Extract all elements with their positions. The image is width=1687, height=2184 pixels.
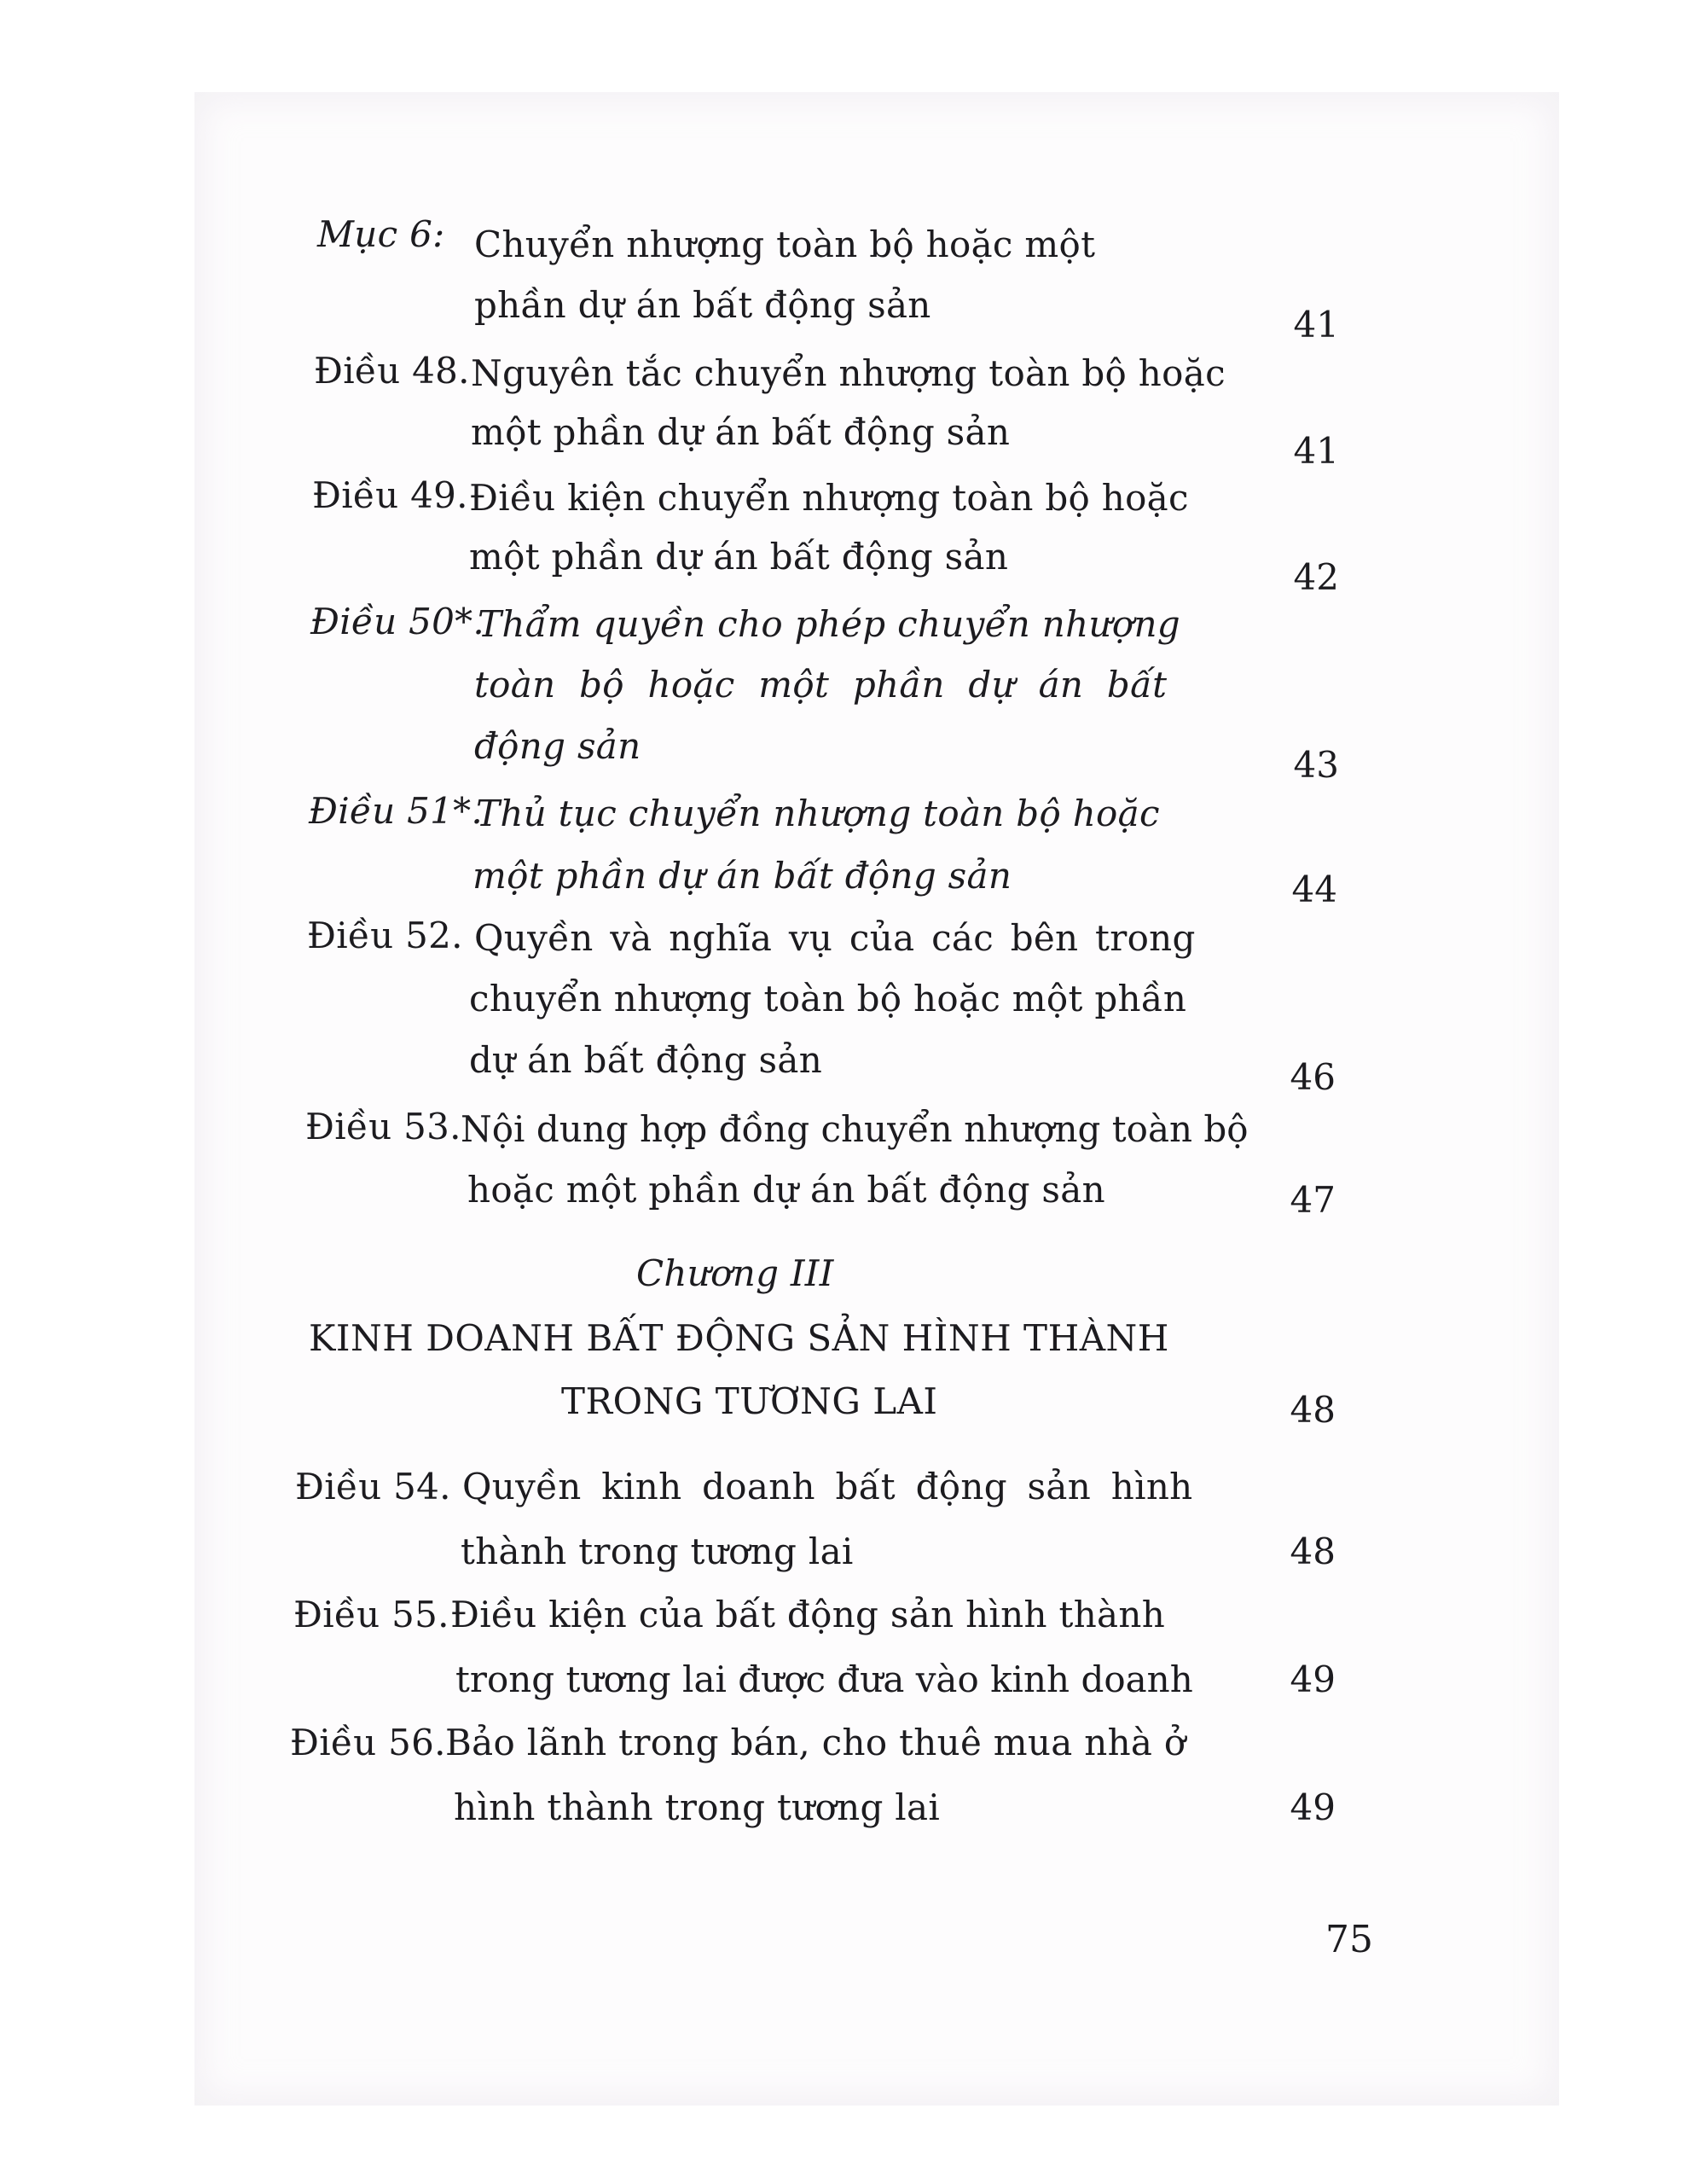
toc-section-label: Mục 6: (317, 213, 445, 255)
toc-article-label: Điều 50*. (310, 601, 485, 642)
toc-entry-title-line: Chuyển nhượng toàn bộ hoặc một (474, 224, 1096, 265)
toc-entry-title-line: Bảo lãnh trong bán, cho thuê mua nhà ở (445, 1722, 1186, 1763)
toc-entry-title-line: hoặc một phần dự án bất động sản (467, 1169, 1105, 1211)
toc-article-label: Điều 52. (307, 915, 463, 956)
chapter-title-line: TRONG TƯƠNG LAI (561, 1380, 938, 1422)
toc-entry-title-line: dự án bất động sản (469, 1039, 823, 1081)
toc-entry-title-line: Quyền và nghĩa vụ của các bên trong (474, 917, 1196, 959)
toc-entry-title-line: Điều kiện của bất động sản hình thành (450, 1594, 1166, 1635)
toc-entry-title-line: Điều kiện chuyển nhượng toàn bộ hoặc (469, 477, 1189, 519)
toc-entry-title (474, 224, 1157, 266)
toc-entry-title-line: trong tương lai được đưa vào kinh doanh (455, 1658, 1193, 1700)
toc-entry-title-line: Quyền kinh doanh bất động sản hình (462, 1466, 1193, 1507)
toc-page-number: 44 (1291, 868, 1337, 910)
toc-page-number: 48 (1290, 1389, 1336, 1431)
toc-page-number: 48 (1290, 1531, 1336, 1572)
chapter-title-line: KINH DOANH BẤT ĐỘNG SẢN HÌNH THÀNH (309, 1317, 1169, 1359)
toc-page-number: 47 (1290, 1179, 1336, 1221)
toc-page-number: 46 (1290, 1056, 1336, 1098)
toc-article-label: Điều 53. (305, 1106, 461, 1147)
toc-page-number: 42 (1293, 556, 1339, 598)
toc-entry-title-line: Nội dung hợp đồng chuyển nhượng toàn bộ (461, 1108, 1249, 1150)
toc-page-number: 43 (1293, 744, 1339, 786)
toc-article-label: Điều 56. (290, 1722, 446, 1763)
page-number: 75 (1325, 1918, 1373, 1961)
toc-article-label: Điều 51*. (309, 790, 484, 832)
toc-page-number: 49 (1290, 1658, 1336, 1700)
toc-entry-title-line: hình thành trong tương lai (454, 1786, 941, 1828)
toc-entry-title-line: Thẩm quyền cho phép chuyển nhượng (478, 603, 1180, 645)
toc-entry-title-line: thành trong tương lai (461, 1531, 854, 1572)
toc-article-label: Điều 48. (314, 350, 470, 392)
toc-page-number: 41 (1293, 304, 1339, 346)
toc-entry-title-line: Thủ tục chuyển nhượng toàn bộ hoặc (476, 793, 1160, 834)
toc-article-label: Điều 54. (295, 1466, 451, 1507)
toc-article-label: Điều 55. (293, 1594, 449, 1635)
toc-page-number: 49 (1290, 1786, 1336, 1828)
toc-entry-title-line: động sản (474, 725, 641, 767)
toc-entry-title-line: một phần dự án bất động sản (472, 855, 1012, 897)
toc-entry-title-line: phần dự án bất động sản (474, 284, 931, 326)
toc-article-label: Điều 49. (312, 474, 468, 516)
toc-entry-title-line: một phần dự án bất động sản (469, 536, 1009, 578)
toc-entry-title-line: toàn bộ hoặc một phần dự án bất (474, 664, 1168, 706)
toc-entry-title-line: Nguyên tắc chuyển nhượng toàn bộ hoặc (471, 352, 1226, 394)
toc-entry-title-line: một phần dự án bất động sản (471, 411, 1011, 453)
toc-entry-title-line: chuyển nhượng toàn bộ hoặc một phần (469, 978, 1187, 1019)
toc-page-number: 41 (1293, 430, 1339, 472)
chapter-heading: Chương III (636, 1252, 834, 1294)
